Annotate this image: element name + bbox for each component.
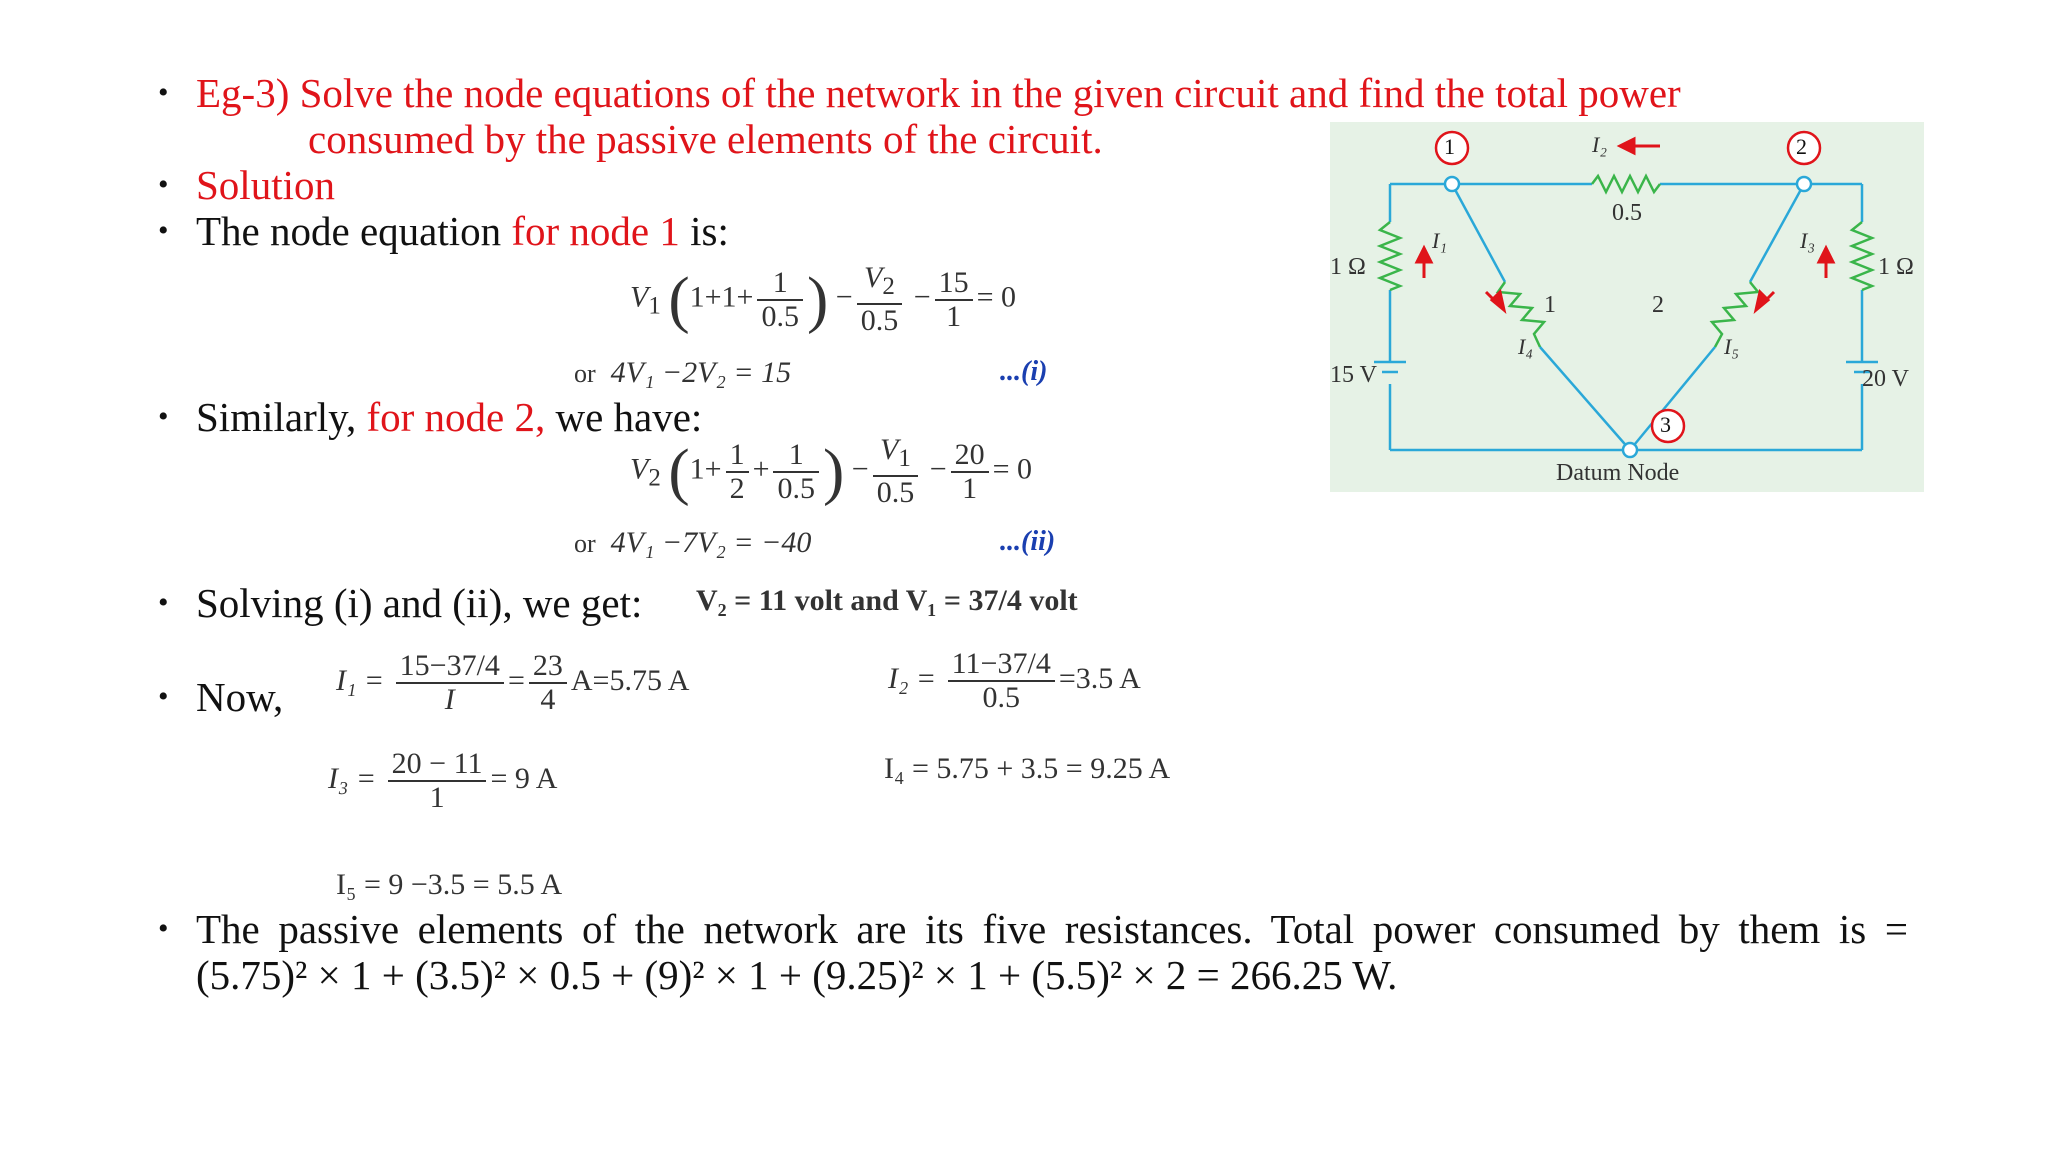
solving-text: Solving (i) and (ii), we get: xyxy=(196,580,643,626)
now-label: Now, xyxy=(196,674,284,720)
bullet: • xyxy=(158,586,169,619)
node-3-label: 3 xyxy=(1660,412,1671,437)
i4-label: I₄ xyxy=(1518,334,1533,359)
i1-label: I₁ xyxy=(1432,228,1447,253)
node1-statement: The node equation for node 1 is: xyxy=(196,208,729,254)
circuit-diagram xyxy=(1330,122,1924,492)
conclusion-line-2: (5.75)² × 1 + (3.5)² × 0.5 + (9)² × 1 + (9.25)² × 1 + (5.5)² × 2 = 266.25 W. xyxy=(196,952,1398,998)
i2-label: I₂ xyxy=(1592,132,1607,157)
node1-equation: $V_1$ (1+1+ $\frac{1}{0.5}$ ) − $\frac{V_2}{0.5}$ − $\frac{15}{1}$ = 0 xyxy=(630,261,1017,337)
conclusion-line-1: The passive elements of the network are its five resistances. Total power consumed by them is = xyxy=(196,906,1908,952)
node2-equation: $V_2$ (1+ $\frac{1}{2}$ + $\frac{1}{0.5}$ ) − $\frac{V_1}{0.5}$ − $\frac{20}{1}$ = 0 xyxy=(630,433,1033,509)
current-i3: I₃ = $\frac{20 - 11}{1}$ = 9 A xyxy=(328,747,558,814)
problem-line-1: Eg-3) Solve the node equations of the network in the given circuit and find the total power xyxy=(196,70,1681,116)
r-right-label: 1 Ω xyxy=(1878,254,1914,280)
bullet: • xyxy=(158,168,169,201)
node2-result: or 4V₁ −7V₂ = −40 xyxy=(574,526,812,559)
node-2-label: 2 xyxy=(1796,134,1807,159)
current-i2: I₂ = $\frac{11-37/4}{0.5}$ =3.5 A xyxy=(888,647,1141,714)
src-left-label: 15 V xyxy=(1330,362,1377,388)
i3-label: I₃ xyxy=(1800,228,1815,253)
node1-result: or 4V₁ −2V₂ = 15 xyxy=(574,356,792,389)
current-i4: I₄ = 5.75 + 3.5 = 9.25 A xyxy=(884,752,1171,785)
node1-tag: ...(i) xyxy=(1000,356,1048,387)
solution-label: Solution xyxy=(196,162,335,208)
i5-label: I₅ xyxy=(1724,334,1739,359)
r-left-label: 1 Ω xyxy=(1330,254,1366,280)
r-diag-left-label: 1 xyxy=(1544,292,1556,318)
bullet: • xyxy=(158,76,169,109)
current-i5: I₅ = 9 −3.5 = 5.5 A xyxy=(336,868,563,901)
datum-node-label: Datum Node xyxy=(1556,460,1680,486)
node2-statement: Similarly, for node 2, we have: xyxy=(196,394,703,440)
bullet: • xyxy=(158,214,169,247)
src-right-label: 20 V xyxy=(1862,366,1909,392)
r-top-label: 0.5 xyxy=(1612,200,1642,226)
r-diag-right-label: 2 xyxy=(1652,292,1664,318)
bullet: • xyxy=(158,400,169,433)
bullet: • xyxy=(158,912,169,945)
problem-line-2: consumed by the passive elements of the circuit. xyxy=(308,116,1103,162)
node2-tag: ...(ii) xyxy=(1000,526,1056,557)
node-1-label: 1 xyxy=(1444,134,1455,159)
current-i1: I₁ = $\frac{15-37/4}{I}$ = $\frac{23}{4}$ A=5.75 A xyxy=(336,649,690,716)
bullet: • xyxy=(158,680,169,713)
solving-result: V₂ = 11 volt and V₁ = 37/4 volt xyxy=(696,584,1078,617)
